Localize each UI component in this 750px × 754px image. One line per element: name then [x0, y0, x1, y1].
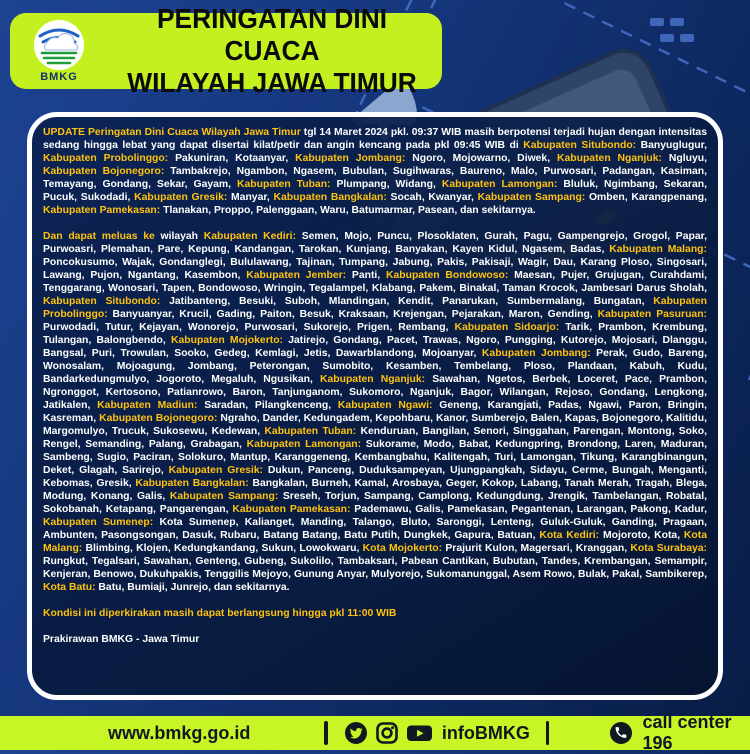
website-link[interactable]: www.bmkg.go.id — [108, 722, 251, 743]
call-center-label: call center 196 — [642, 712, 732, 753]
youtube-icon[interactable] — [406, 721, 433, 745]
bmkg-logo-icon — [34, 20, 84, 70]
warning-paragraph-2: Dan dapat meluas ke wilayah Kabupaten Kediri: Semen, Mojo, Puncu, Plosoklaten, Gurah, Pagu, Gampengrejo, Grogol, Papar, Purwoasri, Plemahan, Pare, Kepung, Kandangan, Tarokan, Kunjang, Banyakan, Kayen Kidul, Ngasem, Badas, Kabupaten Malang: Poncokusumo, Wajak, Gondanglegi, Bululawang, Tajinan, Tumpang, Jabung, Pakis, Pakisaji, Wagir, Dau, Karang Ploso, Singosari, Lawang, Pujon, Ngantang, Kasembon, Kabupaten Jember: Panti, Kabupaten Bondowoso: Maesan, Pujer, Grujugan, Curahdami, Tenggarang, Wonosari, Tapen, Bondowoso, Wringin, Tegalampel, Klabang, Pakem, Binakal, Taman Krocok, Jambesari Darus Sholah, Kabupaten Situbondo: Jatibanteng, Besuki, Suboh, Mlandingan, Kendit, Panarukan, Sumbermalang, Bungatan, Kabupaten Probolinggo: Banyuanyar, Krucil, Gading, Paiton, Besuk, Kraksaan, Krejengan, Pejarakan, Maron, Gending, Kabupaten Pasuruan: Purwodadi, Tutur, Kejayan, Wonorejo, Purwosari, Sukorejo, Prigen, Rembang, Kabupaten Sidoarjo: Tarik, Prambon, Krembung, Tulangan, Balongbendo, Kabupaten Mojokerto: Jatirejo, Gondang, Pacet, Trawas, Ngoro, Pungging, Kutorejo, Mojosari, Dlanggu, Bangsal, Puri, Trowulan, Sooko, Gedeg, Kemlagi, Jetis, Dawarblandong, Mojoanyar, Kabupaten Jombang: Perak, Gudo, Bareng, Wonosalam, Mojoagung, Jombang, Peterongan, Sumobito, Kesamben, Tembelang, Ploso, Plandaan, Kabuh, Kudu, Bandarkedungmulyo, Jogoroto, Megaluh, Ngusikan, Kabupaten Nganjuk: Sawahan, Ngetos, Berbek, Loceret, Pace, Prambon, Ngronggot, Kertosono, Patianrowo, Baron, Tanjunganom, Sukomoro, Nganjuk, Bagor, Wilangan, Rejoso, Gondang, Lengkong, Jatikalen, Kabupaten Madiun: Saradan, Pilangkenceng, Kabupaten Ngawi: Geneng, Karangjati, Padas, Ngawi, Paron, Bringin, Kasreman, Kabupaten Bojonegoro: Ngraho, Dander, Kedungadem, Kepohbaru, Kanor, Sumberejo, Balen, Kapas, Bojonegoro, Kalitidu, Margomulyo, Trucuk, Sukosewu, Kedewan, Kabupaten Tuban: Kenduruan, Bangilan, Senori, Singgahan, Parengan, Montong, Soko, Rengel, Semanding, Palang, Grabagan, Kabupaten Lamongan: Sukorame, Modo, Babat, Kedungpring, Brondong, Laren, Maduran, Sambeng, Sugio, Paciran, Solokuro, Mantup, Karanggeneng, Kembangbahu, Kalitengah, Turi, Lamongan, Tikung, Karangbinangun, Deket, Glagah, Sarirejo, Kabupaten Gresik: Dukun, Panceng, Duduksampeyan, Ujungpangkah, Sidayu, Cerme, Bungah, Menganti, Kebomas, Gresik, Kabupaten Bangkalan: Bangkalan, Burneh, Kamal, Arosbaya, Geger, Kokop, Labang, Tanah Merah, Tragah, Blega, Modung, Konang, Galis, Kabupaten Sampang: Sreseh, Torjun, Sampang, Camplong, Kedungdung, Jrengik, Tambelangan, Robatal, Sokobanah, Ketapang, Pangarengan, Kabupaten Pamekasan: Pademawu, Galis, Pamekasan, Pegantenan, Larangan, Pakong, Kadur, Kabupaten Sumenep: Kota Sumenep, Kalianget, Manding, Talango, Bluto, Saronggi, Lenteng, Guluk-Guluk, Ganding, Pragaan, Ambunten, Pasongsongan, Dasuk, Rubaru, Batang Batang, Batu Putih, Dungkek, Gapura, Batuan, Kota Kediri: Mojoroto, Kota, Kota Malang: Blimbing, Klojen, Kedungkandang, Sukun, Lowokwaru, Kota Mojokerto: Prajurit Kulon, Magersari, Kranggan, Kota Surabaya: Rungkut, Tegalsari, Sawahan, Genteng, Gubeng, Sukolilo, Tambaksari, Pabean Cantikan, Bubutan, Tandes, Krembangan, Semampir, Kenjeran, Benowo, Dukuhpakis, Tenggilis Mejoyo, Gunung Anyar, Mulyorejo, Sukomanunggal, Asem Rowo, Bulak, Pakal, Sambikerep, Kota Batu: Batu, Bumiaji, Junrejo, dan sekitarnya. — [43, 231, 708, 593]
social-handle[interactable]: infoBMKG — [441, 722, 530, 743]
twitter-icon[interactable] — [344, 721, 368, 745]
footer-divider — [324, 721, 328, 745]
call-center[interactable] — [609, 712, 750, 754]
page-title-line2: WILAYAH JAWA TIMUR — [127, 67, 417, 98]
page-title-line1: PERINGATAN DINI CUACA — [156, 3, 388, 66]
header-band — [10, 3, 442, 98]
footer-bar — [0, 712, 750, 753]
warning-text — [43, 126, 707, 646]
phone-icon — [609, 721, 633, 745]
instagram-icon[interactable] — [375, 721, 399, 745]
warning-paragraph-4: Prakirawan BMKG - Jawa Timur — [43, 634, 200, 645]
page-title — [112, 3, 432, 99]
bmkg-logo — [16, 20, 102, 83]
warning-paragraph-1: UPDATE Peringatan Dini Cuaca Wilayah Jawa Timur tgl 14 Maret 2024 pkl. 09:37 WIB masih berpotensi terjadi hujan dengan intensitas sedang hingga lebat yang dapat disertai kilat/petir dan angin kencang pada pkl 09:45 WIB di Kabupaten Situbondo: Banyuglugur, Kabupaten Probolinggo: Pakuniran, Kotaanyar, Kabupaten Jombang: Ngoro, Mojowarno, Diwek, Kabupaten Nganjuk: Ngluyu, Kabupaten Bojonegoro: Tambakrejo, Ngambon, Ngasem, Bubulan, Sugihwaras, Baureno, Malo, Purwosari, Padangan, Kasiman, Temayang, Gondang, Sekar, Gayam, Kabupaten Tuban: Plumpang, Widang, Kabupaten Lamongan: Bluluk, Ngimbang, Sekaran, Pucuk, Sukodadi, Kabupaten Gresik: Manyar, Kabupaten Bangkalan: Socah, Kwanyar, Kabupaten Sampang: Omben, Karangpenang, Kabupaten Pamekasan: Tlanakan, Proppo, Palenggaan, Waru, Batumarmar, Pasean, dan sekitarnya. — [43, 127, 707, 216]
bmkg-logo-label: BMKG — [40, 70, 78, 83]
footer-divider — [546, 721, 550, 745]
social-icons — [344, 721, 433, 745]
warning-paragraph-3: Kondisi ini diperkirakan masih dapat berlangsung hingga pkl 11:00 WIB — [43, 608, 397, 619]
warning-panel — [27, 112, 723, 700]
